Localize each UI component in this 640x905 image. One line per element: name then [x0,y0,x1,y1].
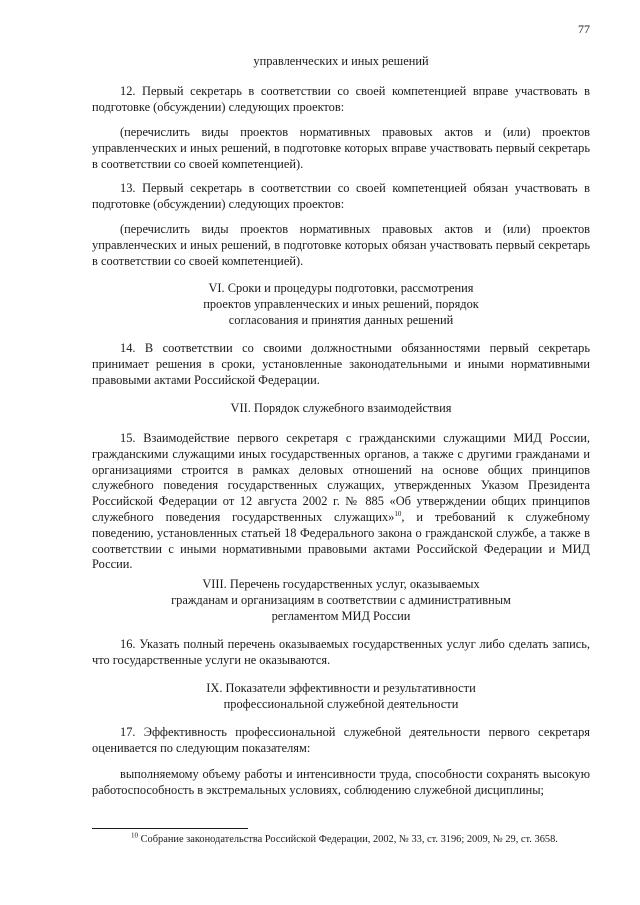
section-9-heading-line: профессиональной служебной деятельности [223,696,459,711]
section-9-heading [92,681,590,713]
paragraph-15-part1: 15. Взаимодействие первого секретаря с гражданскими служащими МИД России, гражданскими служащими иных государственных органов, а также с другими гражданами и организациями строится в рамках деловых отношений на основе общих принципов служебного поведения государственных служащих, утвержденных Указом Президента Российской Федерации от 12 августа 2002 г. № 885 «Об утверждении общих принципов служебного поведения государственных служащих» [92,431,590,524]
section-6-heading [92,281,590,328]
section-8-heading-line: гражданам и организациям в соответствии с административным [171,592,511,607]
footnote [131,831,558,845]
paragraph-15-part2: , и требований к служебному поведению, установленных статьей 18 Федерального закона о гражданской службе, а также в соответствии с иными нормативными правовыми актами Российской Федерации и МИД России. [92,509,590,572]
section-9-heading-line: IX. Показатели эффективности и результативности [206,681,476,695]
footnote-text: Собрание законодательства Российской Федерации, 2002, № 33, ст. 3196; 2009, № 29, ст. 3658. [140,834,558,845]
section-6-heading-line: проектов управленческих и иных решений, порядок [203,296,479,311]
paragraph-17-item: выполняемому объему работы и интенсивности труда, способности сохранять высокую работоспособность в экстремальных условиях, соблюдению служебной дисциплины; [92,767,590,797]
paragraph-16: 16. Указать полный перечень оказываемых государственных услуг либо сделать запись, что государственные услуги не оказываются. [92,637,590,667]
section-8-heading [92,577,590,624]
continuation-line: управленческих и иных решений [253,54,429,68]
section-6-heading-line: согласования и принятия данных решений [228,312,454,327]
section-8-heading-line: VIII. Перечень государственных услуг, оказываемых [202,577,480,591]
paragraph-13-list: (перечислить виды проектов нормативных правовых актов и (или) проектов управленческих и иных решений, в подготовке которых обязан участвовать первый секретарь в соответствии со своей компетенцией). [92,222,590,268]
paragraph-14: 14. В соответствии со своими должностными обязанностями первый секретарь принимает решения в сроки, установленные законодательными и иными нормативными правовыми актами Российской Федерации. [92,341,590,387]
section-8-heading-line: регламентом МИД России [271,608,411,623]
section-6-heading-line: VI. Сроки и процедуры подготовки, рассмотрения [208,281,474,295]
paragraph-13: 13. Первый секретарь в соответствии со своей компетенцией обязан участвовать в подготовке (обсуждении) следующих проектов: [92,181,590,211]
section-7-heading: VII. Порядок служебного взаимодействия [230,401,452,415]
paragraph-15 [92,431,590,573]
footnote-number: 10 [131,831,138,840]
paragraph-12-list: (перечислить виды проектов нормативных правовых актов и (или) проектов управленческих и иных решений, в подготовке которых вправе участвовать первый секретарь в соответствии со своей компетенцией). [92,125,590,171]
paragraph-12: 12. Первый секретарь в соответствии со своей компетенцией вправе участвовать в подготовке (обсуждении) следующих проектов: [92,84,590,114]
footnote-ref: 10 [394,509,402,518]
footnote-divider [92,828,248,829]
page-number: 77 [578,22,590,36]
paragraph-17: 17. Эффективность профессиональной служебной деятельности первого секретаря оценивается по следующим показателям: [92,725,590,755]
